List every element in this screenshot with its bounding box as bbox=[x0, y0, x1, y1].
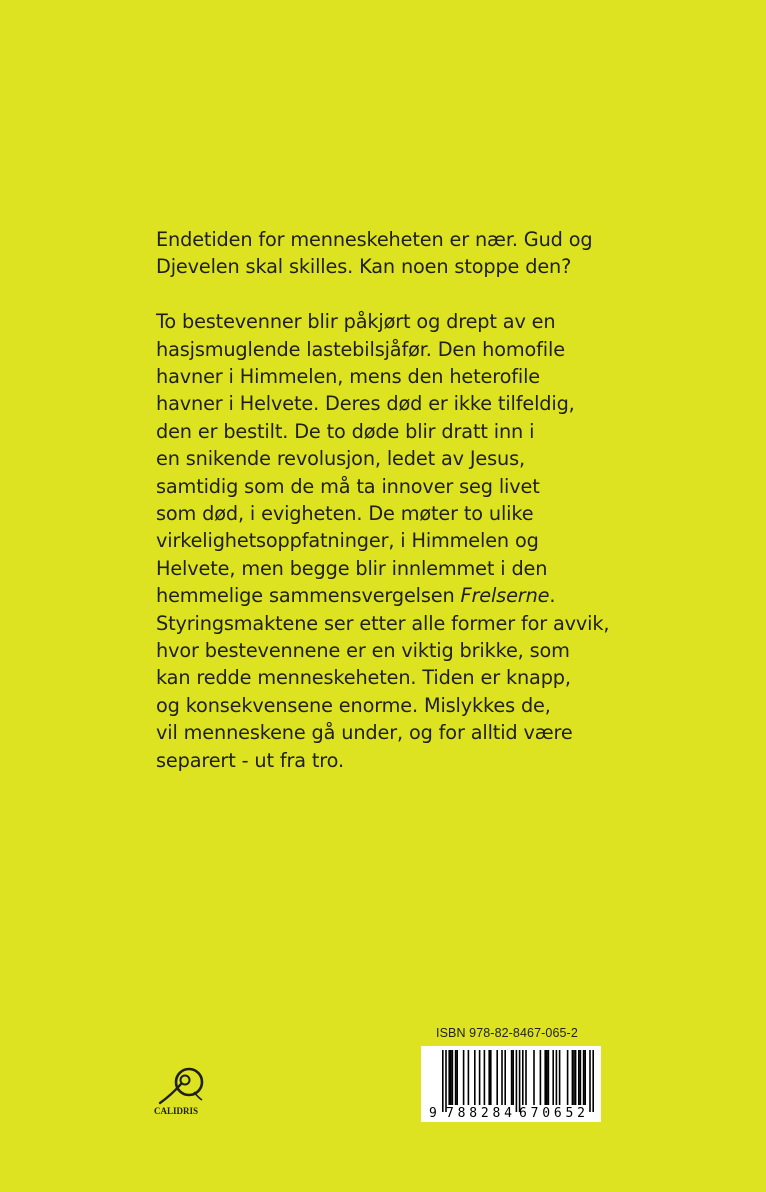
barcode-bar bbox=[583, 1050, 585, 1105]
barcode-bar bbox=[533, 1050, 535, 1105]
blurb-body-text: To bestevenner blir påkjørt og drept av en hasjsmuglende lastebilsjåfør. Den homofile havner i Himmelen, mens den heterofile havner i Helvete. Deres død er ikke tilfeldig, den er bestilt. De to døde blir dratt inn i en snikende revolusjon, ledet av Jesus, samtidig som de må ta innover seg livet som død, i evigheten. De møter to ulike virkelighetsoppfatninger, i Himmelen og Helvete, men begge blir innlemmet i den hemmelige sammensvergelsen bbox=[156, 310, 575, 608]
back-cover-blurb bbox=[156, 226, 656, 774]
barcode-bar bbox=[584, 1050, 586, 1105]
barcode-bar bbox=[546, 1050, 548, 1105]
barcode-bar bbox=[575, 1050, 577, 1105]
barcode-bar bbox=[516, 1050, 518, 1112]
barcode-bar bbox=[592, 1050, 594, 1112]
barcode-bar bbox=[468, 1050, 470, 1105]
barcode-bar bbox=[496, 1050, 498, 1105]
barcode-bar bbox=[573, 1050, 575, 1105]
barcode-bar bbox=[484, 1050, 486, 1105]
publisher-logo bbox=[150, 1062, 220, 1118]
barcode-bar bbox=[519, 1050, 521, 1112]
barcode-bar bbox=[448, 1050, 450, 1105]
barcode-bar bbox=[556, 1050, 558, 1105]
barcode-bar bbox=[501, 1050, 503, 1105]
publisher-name: CALIDRIS bbox=[154, 1106, 199, 1116]
barcode-bar bbox=[589, 1050, 591, 1112]
barcode-digits-left: 788284 bbox=[446, 1106, 512, 1121]
barcode-bar bbox=[456, 1050, 458, 1105]
barcode-digit-first: 9 bbox=[429, 1106, 437, 1121]
sandpiper-logo-icon bbox=[150, 1062, 220, 1118]
barcode-bar bbox=[511, 1050, 513, 1105]
barcode-bar bbox=[445, 1050, 447, 1112]
ean13-barcode bbox=[421, 1046, 601, 1122]
barcode-bar bbox=[490, 1050, 492, 1105]
barcode-bar bbox=[455, 1050, 457, 1105]
blurb-body-text-end: . Styringsmaktene ser etter alle former for avvik, hvor bestevennene er en viktig brikke, som kan redde menneskeheten. Tiden er knapp, og konsekvensene enorme. Mislykkes de, vil menneskene gå under, og for alltid være separert - ut fra tro. bbox=[156, 584, 610, 772]
blurb-body bbox=[156, 308, 656, 774]
barcode-bar bbox=[548, 1050, 550, 1105]
barcode-bar bbox=[488, 1050, 490, 1105]
barcode-bar bbox=[463, 1050, 465, 1105]
barcode-digits-right: 670652 bbox=[519, 1106, 585, 1121]
barcode bbox=[421, 1046, 601, 1122]
barcode-bar bbox=[442, 1050, 444, 1112]
barcode-bar bbox=[572, 1050, 574, 1105]
barcode-bar bbox=[525, 1050, 527, 1105]
book-title: Frelserne bbox=[460, 584, 550, 608]
barcode-bar bbox=[578, 1050, 580, 1105]
barcode-bar bbox=[479, 1050, 481, 1105]
barcode-bar bbox=[512, 1050, 514, 1105]
barcode-bar bbox=[540, 1050, 542, 1105]
barcode-bar bbox=[452, 1050, 454, 1105]
barcode-bar bbox=[567, 1050, 569, 1105]
barcode-bar bbox=[474, 1050, 476, 1105]
barcode-bar bbox=[552, 1050, 554, 1105]
blurb-intro: Endetiden for menneskeheten er nær. Gud og Djevelen skal skilles. Kan noen stoppe den? bbox=[156, 228, 593, 279]
barcode-bar bbox=[522, 1050, 524, 1105]
barcode-bar bbox=[580, 1050, 582, 1105]
barcode-bar bbox=[504, 1050, 506, 1105]
isbn-label: ISBN 978-82-8467-065-2 bbox=[436, 1026, 578, 1040]
barcode-bar bbox=[559, 1050, 561, 1105]
barcode-bar bbox=[544, 1050, 546, 1105]
barcode-bar bbox=[450, 1050, 452, 1105]
